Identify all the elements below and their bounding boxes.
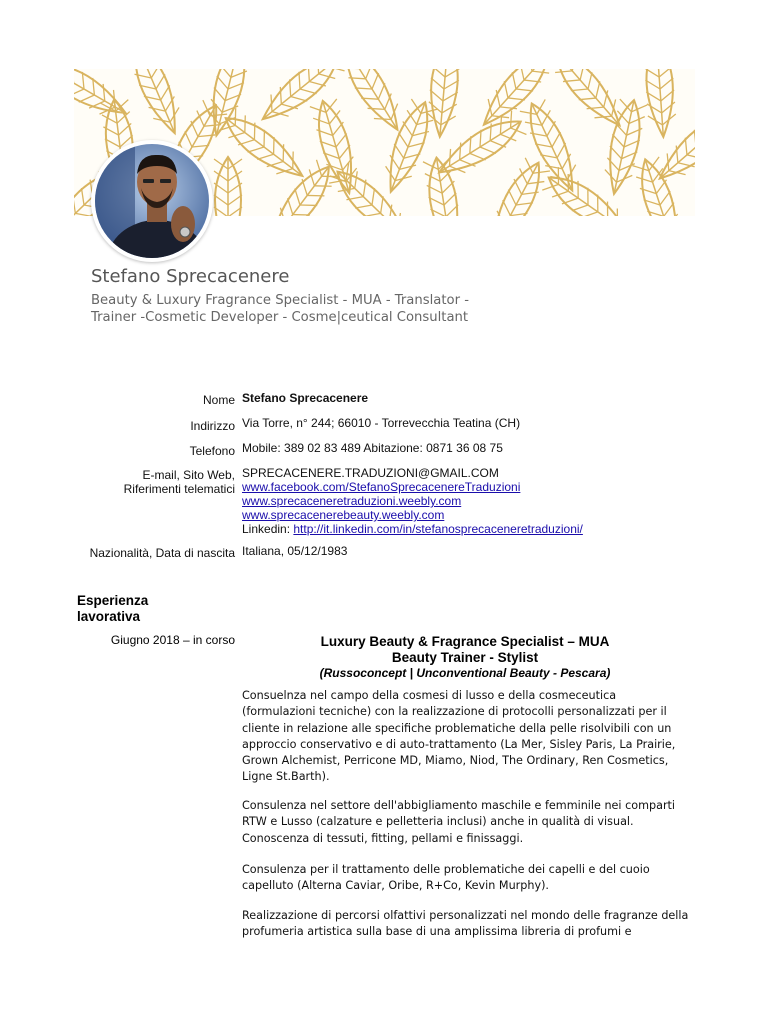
job-description-paragraph: Realizzazione di percorsi olfattivi personalizzati nel mondo delle fragranze della profumeria artistica sulla base di una amplissima libreria di profumi e (242, 909, 689, 939)
nome-label: Nome (202, 393, 235, 407)
profile-photo (95, 144, 209, 258)
nazionalita-label: Nazionalità, Data di nascita (89, 546, 235, 560)
job-description-paragraph: Consulenza per il trattamento delle problematiche dei capelli e del cuoio capelluto (Alterna Caviar, Oribe, R+Co, Kevin Murphy). (242, 863, 650, 893)
linkedin-prefix: Linkedin: (242, 522, 294, 536)
job-title (242, 634, 688, 666)
nome-value: Stefano Sprecacenere (242, 391, 369, 405)
job-title-line1: Luxury Beauty & Fragrance Specialist – MUA (320, 634, 610, 649)
email-label (124, 468, 235, 496)
linkedin-link[interactable]: http://it.linkedin.com/in/stefanosprecaceneretraduzioni/ (293, 522, 583, 536)
header-name: Stefano Sprecacenere (91, 266, 290, 287)
job-date: Giugno 2018 – in corso (110, 633, 235, 647)
telefono-label: Telefono (189, 444, 235, 458)
email-value: SPRECACENERE.TRADUZIONI@GMAIL.COM (242, 466, 499, 480)
indirizzo-label: Indirizzo (190, 419, 235, 433)
nazionalita-value: Italiana, 05/12/1983 (242, 544, 348, 558)
email-label-line2: Riferimenti telematici (123, 482, 235, 496)
indirizzo-value: Via Torre, n° 244; 66010 - Torrevecchia Teatina (CH) (242, 416, 521, 430)
website-beauty-link[interactable]: www.sprecacenerebeauty.weebly.com (242, 508, 445, 522)
contacts-block (242, 466, 583, 536)
job-description-paragraph: Consuelnza nel campo della cosmesi di lusso e della cosmeceutica (formulazioni tecniche) con la realizzazione di protocolli personalizzati per il cliente in relazione alle specifiche problematiche della pelle risolvibili con un approccio conservativo e di auto-trattamento (La Mer, Sisley Paris, La Prairie, Grown Alchemist, Perricone MD, Miamo, Niod, The Ordinary, Ren Cosmetics, Ligne St.Barth). (242, 689, 676, 784)
job-description-paragraph: Consulenza nel settore dell'abbigliamento maschile e femminile nei comparti RTW e Lusso (calzature e pelletteria inclusi) anche in qualità di visual. Conoscenza di tessuti, fitting, pellami e finissaggi. (242, 799, 676, 845)
facebook-link[interactable]: www.facebook.com/StefanoSprecacenereTraduzioni (242, 480, 521, 494)
telefono-value: Mobile: 389 02 83 489 Abitazione: 0871 36 08 75 (242, 441, 503, 455)
header-subtitle: Beauty & Luxury Fragrance Specialist - MUA - Translator - Trainer -Cosmetic Developer - Cosme|ceutical Consultant (91, 293, 469, 325)
email-label-line1: E-mail, Sito Web, (142, 468, 235, 482)
avatar (91, 140, 213, 262)
experience-section-title: Esperienza lavorativa (77, 593, 149, 624)
job-title-line2: Beauty Trainer - Stylist (391, 650, 539, 665)
job-company: (Russoconcept | Unconventional Beauty - Pescara) (319, 666, 611, 680)
website-translations-link[interactable]: www.sprecaceneretraduzioni.weebly.com (242, 494, 462, 508)
linkedin-row (242, 522, 583, 536)
